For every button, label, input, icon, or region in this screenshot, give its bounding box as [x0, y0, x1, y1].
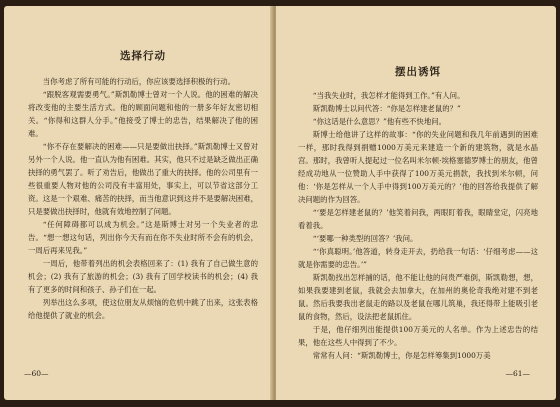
left-paragraph-6: 列举出这么多项，使这位朋友从烦恼的危机中跳了出来，这张表格给他提供了就业的机会。: [28, 298, 258, 320]
left-page-title: 选择行动: [120, 50, 166, 62]
right-paragraph-9: 于是，他仔细列出能提供100万美元的人名单。作为上述忠告的结果，他在这些人中得到了不少。: [298, 325, 538, 347]
right-paragraph-5: “‘要是怎样建老鼠的？’他笑着问我，两眼盯着我，眼睛堂定，闪亮地看着我。: [298, 208, 538, 230]
right-page: [276, 6, 556, 400]
right-paragraph-1: “当我失业时，我怎样才能得到工作。”有人问。: [312, 91, 465, 100]
left-page: [4, 6, 274, 400]
right-paragraph-4: 斯博士给他讲了这样的故事：“你的失业问题和我几年前遇到的困难一样，那时我得到捐赠1000万美元来建造一个新的建筑物，就是水晶宫。那时，我曾听人提起过一位名叫米尔顿·埃格塞德罗博士的朋友，他曾经成功地从一位赞助人手中获得了100万美元捐款，我找到米尔顿，问他：‘你是怎样从一个人手中得到100万美元的？’他的回答给我提供了解决问题的作为回答。: [298, 130, 538, 204]
left-page-number: —60—: [24, 369, 49, 378]
right-paragraph-2: 斯凯勒博士以问代答：“你是怎样建老鼠的？”: [312, 104, 461, 113]
left-paragraph-4: “任何障碍都可以成为机会。”这是斯博士对另一个失业者的忠告。“想一想这句话，列出你今天有而在你不失业时所不会有的机会，一周后再来见我。”: [28, 220, 258, 255]
right-paragraph-6: “‘要哪一种类型的回答？’我问。: [312, 234, 418, 243]
left-page-body: [28, 75, 258, 322]
right-paragraph-8: 斯凯勒找出怎样捕的话，他不能让他的问贵严难倒，斯凯勒想，想，如果我要建到老鼠，我就会去加拿大，在加州的奥伦奇我绝对建不到老鼠。然后我要我出老鼠走的路以及老鼠在哪儿筑巢，我还得带上能吸引老鼠的食物，然后，设法把老鼠抓住。: [298, 273, 538, 321]
right-page-title: 摆出诱饵: [395, 66, 441, 78]
right-paragraph-3: “你这话是什么意思？”他有些不快地问。: [312, 117, 446, 126]
left-paragraph-1: 当你考虑了所有可能的行动后，你应该要选择积极的行动。: [42, 77, 235, 86]
right-page-number: —61—: [505, 369, 530, 378]
right-paragraph-10: 常常有人问：“斯凯勒博士，你是怎样筹集到1000万美: [312, 351, 491, 360]
left-paragraph-5: 一周后，他带着列出的机会表格回来了：(1) 我有了自己做生意的机会；(2) 我有了旅游的机会；(3) 我有了回学校读书的机会；(4) 我有了更多的时间和孩子、孙子们在一起。: [28, 259, 258, 294]
left-paragraph-3: “你不存在要解决的困难——只是要做出抉择。”斯凯勒博士又曾对另外一个人说。他一直认为他有困难。其实，他只不过是缺乏做出正确抉择的勇气罢了。听了劝告后，他做出了重大的抉择。他的公司里有一些很重要人物对他的公司没有丰富用处，事实上，可以节省这部分工资。这是一个艰难、痛苦的抉择，而当他意识到这并不是要解决困难，只是要做出抉择时，他就有效地控制了问题。: [28, 142, 258, 216]
left-paragraph-2: “跟脱客观需要勇气。”斯凯勒博士曾对一个人说。他的困难的解决将改变他的主要生活方式。他的顾面问题和他的一册多年好友密切相关。“你得和这群人分手。”他接受了博士的忠告，结果解决了他的困难。: [28, 90, 258, 138]
right-page-body: [298, 89, 538, 362]
right-paragraph-7: “‘你真聪明。’他答道，转身走开去，扔给我一句话：‘仔细考虑——这就是你需要的忠告。’”: [298, 247, 538, 269]
